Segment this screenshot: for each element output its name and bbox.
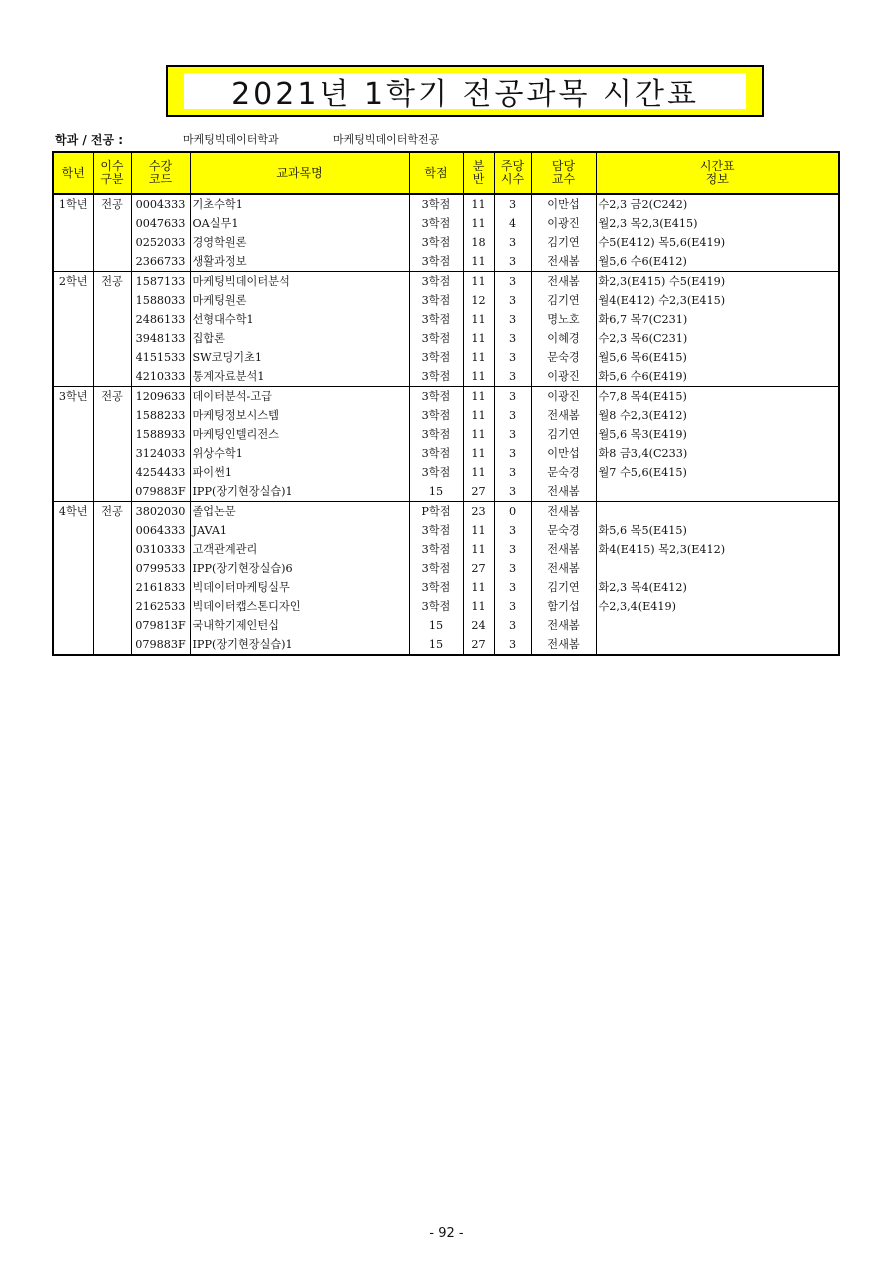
cell-code: 1588233 <box>131 406 190 425</box>
cell-course: IPP(장기현장실습)1 <box>190 482 409 502</box>
cell-grade <box>53 616 93 635</box>
cell-schedule <box>596 502 839 522</box>
cell-hours: 3 <box>494 329 531 348</box>
cell-hours: 3 <box>494 444 531 463</box>
header-credit: 학점 <box>409 152 463 194</box>
cell-hours: 4 <box>494 214 531 233</box>
cell-credit: 15 <box>409 635 463 655</box>
cell-hours: 3 <box>494 387 531 407</box>
cell-grade <box>53 521 93 540</box>
cell-course: 국내학기제인턴십 <box>190 616 409 635</box>
cell-grade <box>53 291 93 310</box>
cell-credit: 3학점 <box>409 194 463 214</box>
cell-type <box>93 214 131 233</box>
cell-credit: 3학점 <box>409 310 463 329</box>
cell-section: 11 <box>463 329 494 348</box>
cell-hours: 3 <box>494 425 531 444</box>
department-line <box>55 131 439 148</box>
title-banner <box>166 65 764 117</box>
cell-section: 11 <box>463 425 494 444</box>
cell-grade <box>53 214 93 233</box>
cell-credit: 3학점 <box>409 463 463 482</box>
cell-professor: 문숙경 <box>531 521 596 540</box>
cell-credit: 3학점 <box>409 233 463 252</box>
cell-professor: 김기연 <box>531 578 596 597</box>
cell-professor: 이만섭 <box>531 194 596 214</box>
cell-section: 11 <box>463 272 494 292</box>
cell-course: IPP(장기현장실습)6 <box>190 559 409 578</box>
cell-code: 0064333 <box>131 521 190 540</box>
table-row <box>53 635 839 655</box>
cell-type <box>93 367 131 387</box>
cell-grade <box>53 425 93 444</box>
cell-professor: 전새봄 <box>531 272 596 292</box>
table-row <box>53 521 839 540</box>
cell-course: SW코딩기초1 <box>190 348 409 367</box>
cell-grade <box>53 578 93 597</box>
cell-schedule <box>596 616 839 635</box>
cell-course: 빅데이터마케팅실무 <box>190 578 409 597</box>
cell-credit: 15 <box>409 482 463 502</box>
table-row <box>53 540 839 559</box>
table-row <box>53 463 839 482</box>
table-row <box>53 348 839 367</box>
cell-hours: 3 <box>494 310 531 329</box>
cell-type <box>93 521 131 540</box>
cell-code: 1588933 <box>131 425 190 444</box>
cell-hours: 3 <box>494 348 531 367</box>
cell-type <box>93 252 131 272</box>
cell-course: 마케팅정보시스템 <box>190 406 409 425</box>
header-professor: 담당 교수 <box>531 152 596 194</box>
cell-section: 27 <box>463 482 494 502</box>
cell-hours: 3 <box>494 406 531 425</box>
cell-course: 졸업논문 <box>190 502 409 522</box>
cell-hours: 3 <box>494 194 531 214</box>
cell-grade <box>53 367 93 387</box>
cell-professor: 전새봄 <box>531 502 596 522</box>
table-row <box>53 597 839 616</box>
cell-type <box>93 233 131 252</box>
cell-credit: 3학점 <box>409 540 463 559</box>
cell-professor: 전새봄 <box>531 252 596 272</box>
cell-type: 전공 <box>93 194 131 214</box>
major-name: 마케팅빅데이터학전공 <box>333 133 440 146</box>
cell-schedule: 화5,6 목5(E415) <box>596 521 839 540</box>
cell-course: 기초수학1 <box>190 194 409 214</box>
cell-grade: 3학년 <box>53 387 93 407</box>
cell-section: 11 <box>463 348 494 367</box>
cell-section: 12 <box>463 291 494 310</box>
cell-schedule <box>596 635 839 655</box>
cell-schedule: 월8 수2,3(E412) <box>596 406 839 425</box>
cell-section: 11 <box>463 310 494 329</box>
cell-section: 11 <box>463 578 494 597</box>
cell-schedule: 수7,8 목4(E415) <box>596 387 839 407</box>
cell-schedule: 화4(E415) 목2,3(E412) <box>596 540 839 559</box>
cell-course: OA실무1 <box>190 214 409 233</box>
cell-grade <box>53 348 93 367</box>
cell-credit: 3학점 <box>409 406 463 425</box>
cell-code: 0252033 <box>131 233 190 252</box>
cell-credit: 3학점 <box>409 272 463 292</box>
cell-code: 3948133 <box>131 329 190 348</box>
table-row <box>53 406 839 425</box>
cell-hours: 0 <box>494 502 531 522</box>
cell-professor: 김기연 <box>531 291 596 310</box>
cell-hours: 3 <box>494 578 531 597</box>
table-row <box>53 367 839 387</box>
cell-professor: 이광진 <box>531 367 596 387</box>
cell-section: 11 <box>463 521 494 540</box>
cell-type <box>93 329 131 348</box>
cell-hours: 3 <box>494 559 531 578</box>
cell-credit: 3학점 <box>409 387 463 407</box>
cell-grade <box>53 635 93 655</box>
cell-section: 24 <box>463 616 494 635</box>
cell-credit: 3학점 <box>409 578 463 597</box>
cell-code: 4210333 <box>131 367 190 387</box>
cell-credit: 3학점 <box>409 444 463 463</box>
cell-grade <box>53 597 93 616</box>
cell-section: 11 <box>463 387 494 407</box>
cell-credit: 3학점 <box>409 425 463 444</box>
cell-schedule: 월4(E412) 수2,3(E415) <box>596 291 839 310</box>
cell-hours: 3 <box>494 482 531 502</box>
cell-code: 0310333 <box>131 540 190 559</box>
cell-code: 2486133 <box>131 310 190 329</box>
cell-hours: 3 <box>494 597 531 616</box>
cell-hours: 3 <box>494 272 531 292</box>
cell-course: 마케팅인텔리전스 <box>190 425 409 444</box>
cell-grade <box>53 406 93 425</box>
cell-section: 11 <box>463 367 494 387</box>
cell-credit: 3학점 <box>409 252 463 272</box>
cell-code: 079883F <box>131 635 190 655</box>
cell-type <box>93 463 131 482</box>
header-grade: 학년 <box>53 152 93 194</box>
cell-code: 2162533 <box>131 597 190 616</box>
cell-hours: 3 <box>494 367 531 387</box>
cell-schedule: 월5,6 목6(E415) <box>596 348 839 367</box>
cell-type <box>93 406 131 425</box>
cell-schedule: 수2,3 목6(C231) <box>596 329 839 348</box>
cell-professor: 이혜경 <box>531 329 596 348</box>
cell-type <box>93 310 131 329</box>
cell-code: 1588033 <box>131 291 190 310</box>
cell-schedule: 화8 금3,4(C233) <box>596 444 839 463</box>
cell-credit: 3학점 <box>409 559 463 578</box>
cell-code: 4254433 <box>131 463 190 482</box>
cell-credit: 15 <box>409 616 463 635</box>
table-row <box>53 272 839 292</box>
header-row <box>53 152 839 194</box>
cell-schedule <box>596 559 839 578</box>
cell-hours: 3 <box>494 463 531 482</box>
cell-professor: 문숙경 <box>531 348 596 367</box>
cell-schedule: 수2,3,4(E419) <box>596 597 839 616</box>
cell-hours: 3 <box>494 291 531 310</box>
cell-course: 통계자료분석1 <box>190 367 409 387</box>
cell-schedule: 화2,3(E415) 수5(E419) <box>596 272 839 292</box>
cell-code: 0004333 <box>131 194 190 214</box>
cell-credit: 3학점 <box>409 367 463 387</box>
cell-grade <box>53 540 93 559</box>
table-row <box>53 578 839 597</box>
cell-hours: 3 <box>494 252 531 272</box>
table-row <box>53 444 839 463</box>
cell-credit: 3학점 <box>409 329 463 348</box>
cell-section: 11 <box>463 214 494 233</box>
header-course: 교과목명 <box>190 152 409 194</box>
cell-course: 생활과정보 <box>190 252 409 272</box>
cell-course: 위상수학1 <box>190 444 409 463</box>
cell-schedule: 월2,3 목2,3(E415) <box>596 214 839 233</box>
table-row <box>53 387 839 407</box>
cell-schedule: 월5,6 목3(E419) <box>596 425 839 444</box>
cell-credit: 3학점 <box>409 291 463 310</box>
cell-schedule: 수2,3 금2(C242) <box>596 194 839 214</box>
cell-code: 1587133 <box>131 272 190 292</box>
department-name: 마케팅빅데이터학과 <box>183 133 279 146</box>
cell-professor: 이광진 <box>531 214 596 233</box>
cell-section: 18 <box>463 233 494 252</box>
cell-section: 11 <box>463 444 494 463</box>
cell-type <box>93 616 131 635</box>
cell-section: 11 <box>463 540 494 559</box>
cell-code: 0047633 <box>131 214 190 233</box>
cell-professor: 전새봄 <box>531 482 596 502</box>
page-title: 2021년 1학기 전공과목 시간표 <box>184 73 746 109</box>
cell-credit: 3학점 <box>409 214 463 233</box>
cell-type: 전공 <box>93 502 131 522</box>
cell-type <box>93 482 131 502</box>
cell-course: 경영학원론 <box>190 233 409 252</box>
cell-type <box>93 540 131 559</box>
cell-code: 3124033 <box>131 444 190 463</box>
cell-course: 마케팅원론 <box>190 291 409 310</box>
cell-grade <box>53 252 93 272</box>
cell-type <box>93 444 131 463</box>
table-row <box>53 252 839 272</box>
header-schedule: 시간표 정보 <box>596 152 839 194</box>
cell-grade <box>53 559 93 578</box>
cell-professor: 전새봄 <box>531 540 596 559</box>
cell-type <box>93 635 131 655</box>
cell-professor: 김기연 <box>531 425 596 444</box>
cell-grade <box>53 310 93 329</box>
cell-hours: 3 <box>494 233 531 252</box>
cell-course: 집합론 <box>190 329 409 348</box>
header-hours: 주당 시수 <box>494 152 531 194</box>
cell-professor: 이만섭 <box>531 444 596 463</box>
cell-code: 079813F <box>131 616 190 635</box>
cell-section: 11 <box>463 597 494 616</box>
table-row <box>53 194 839 214</box>
cell-grade <box>53 463 93 482</box>
cell-professor: 함기섭 <box>531 597 596 616</box>
cell-professor: 전새봄 <box>531 559 596 578</box>
cell-professor: 전새봄 <box>531 616 596 635</box>
cell-hours: 3 <box>494 521 531 540</box>
cell-professor: 명노호 <box>531 310 596 329</box>
cell-type <box>93 578 131 597</box>
table-row <box>53 502 839 522</box>
timetable <box>52 151 840 656</box>
cell-section: 11 <box>463 252 494 272</box>
cell-hours: 3 <box>494 540 531 559</box>
table-row <box>53 616 839 635</box>
cell-course: 빅데이터캡스톤디자인 <box>190 597 409 616</box>
header-section: 분 반 <box>463 152 494 194</box>
table-row <box>53 482 839 502</box>
cell-professor: 문숙경 <box>531 463 596 482</box>
table-row <box>53 425 839 444</box>
cell-grade <box>53 444 93 463</box>
cell-schedule: 수5(E412) 목5,6(E419) <box>596 233 839 252</box>
cell-type <box>93 559 131 578</box>
cell-course: 데이터분석-고급 <box>190 387 409 407</box>
cell-type <box>93 291 131 310</box>
department-label: 학과 / 전공 : <box>55 133 124 147</box>
cell-code: 3802030 <box>131 502 190 522</box>
cell-type <box>93 425 131 444</box>
cell-type: 전공 <box>93 387 131 407</box>
cell-course: 선형대수학1 <box>190 310 409 329</box>
cell-course: 파이썬1 <box>190 463 409 482</box>
cell-grade: 4학년 <box>53 502 93 522</box>
cell-schedule <box>596 482 839 502</box>
cell-course: 고객관계관리 <box>190 540 409 559</box>
cell-grade <box>53 482 93 502</box>
cell-section: 23 <box>463 502 494 522</box>
cell-code: 2161833 <box>131 578 190 597</box>
cell-professor: 이광진 <box>531 387 596 407</box>
table-row <box>53 214 839 233</box>
cell-grade <box>53 233 93 252</box>
cell-professor: 전새봄 <box>531 635 596 655</box>
cell-course: 마케팅빅데이터분석 <box>190 272 409 292</box>
cell-hours: 3 <box>494 635 531 655</box>
cell-grade: 1학년 <box>53 194 93 214</box>
cell-course: JAVA1 <box>190 521 409 540</box>
cell-section: 27 <box>463 635 494 655</box>
table-row <box>53 291 839 310</box>
cell-code: 0799533 <box>131 559 190 578</box>
cell-type: 전공 <box>93 272 131 292</box>
cell-code: 1209633 <box>131 387 190 407</box>
cell-code: 079883F <box>131 482 190 502</box>
cell-type <box>93 597 131 616</box>
cell-professor: 김기연 <box>531 233 596 252</box>
cell-credit: 3학점 <box>409 521 463 540</box>
cell-professor: 전새봄 <box>531 406 596 425</box>
cell-section: 11 <box>463 406 494 425</box>
cell-hours: 3 <box>494 616 531 635</box>
cell-schedule: 화6,7 목7(C231) <box>596 310 839 329</box>
cell-schedule: 월7 수5,6(E415) <box>596 463 839 482</box>
cell-code: 4151533 <box>131 348 190 367</box>
cell-grade <box>53 329 93 348</box>
cell-type <box>93 348 131 367</box>
cell-credit: 3학점 <box>409 348 463 367</box>
table-row <box>53 329 839 348</box>
cell-schedule: 화5,6 수6(E419) <box>596 367 839 387</box>
cell-credit: P학점 <box>409 502 463 522</box>
header-type: 이수 구분 <box>93 152 131 194</box>
cell-section: 11 <box>463 463 494 482</box>
cell-schedule: 월5,6 수6(E412) <box>596 252 839 272</box>
table-row <box>53 310 839 329</box>
header-code: 수강 코드 <box>131 152 190 194</box>
cell-code: 2366733 <box>131 252 190 272</box>
cell-grade: 2학년 <box>53 272 93 292</box>
cell-credit: 3학점 <box>409 597 463 616</box>
table-row <box>53 559 839 578</box>
cell-schedule: 화2,3 목4(E412) <box>596 578 839 597</box>
cell-course: IPP(장기현장실습)1 <box>190 635 409 655</box>
cell-section: 27 <box>463 559 494 578</box>
table-row <box>53 233 839 252</box>
page-number: - 92 - <box>429 1226 464 1241</box>
cell-section: 11 <box>463 194 494 214</box>
